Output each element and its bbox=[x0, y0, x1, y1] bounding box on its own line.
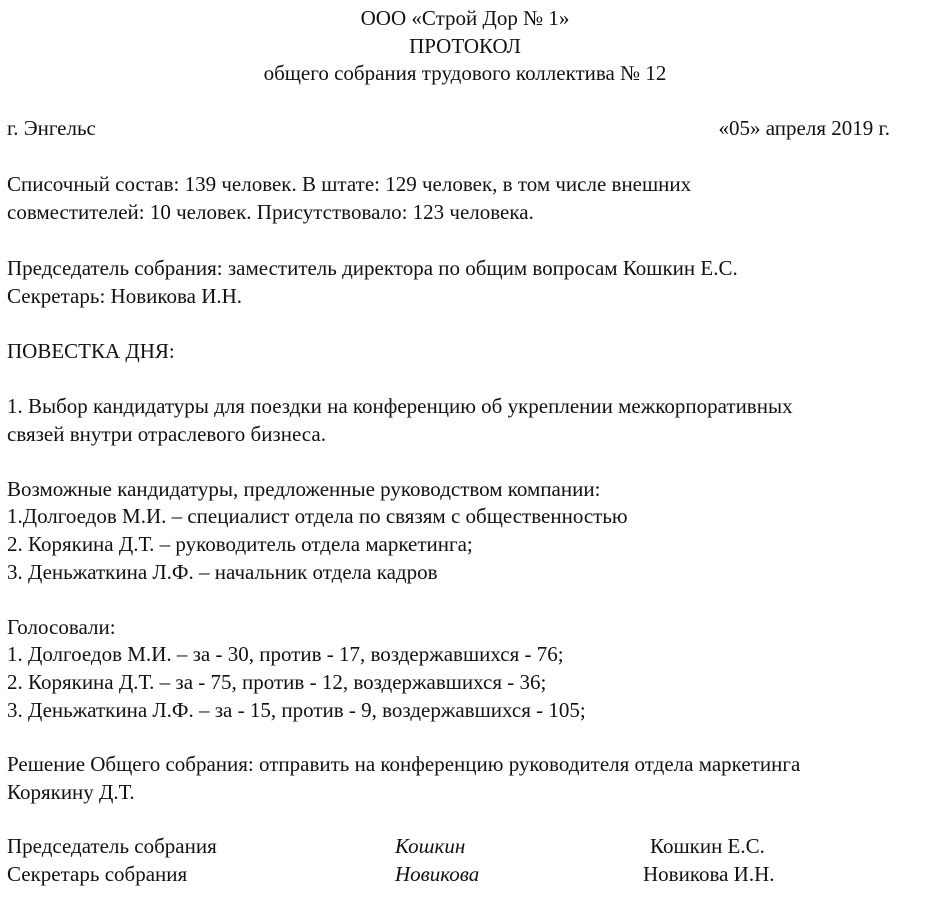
secretary-signature-name: Новикова И.Н. bbox=[643, 862, 775, 886]
organization-name: ООО «Строй Дор № 1» bbox=[360, 6, 570, 30]
chair-signature: Кошкин bbox=[395, 834, 466, 858]
decision-line-2: Корякину Д.Т. bbox=[7, 780, 135, 804]
secretary-signature-role: Секретарь собрания bbox=[7, 862, 188, 886]
chairperson-line: Председатель собрания: заместитель директора по общим вопросам Кошкин Е.С. bbox=[7, 256, 738, 280]
chair-signature-role: Председатель собрания bbox=[7, 834, 217, 858]
voting-heading: Голосовали: bbox=[7, 615, 116, 639]
document-subtitle: общего собрания трудового коллектива № 12 bbox=[263, 61, 667, 85]
candidates-heading: Возможные кандидатуры, предложенные руководством компании: bbox=[7, 477, 601, 501]
agenda-heading: ПОВЕСТКА ДНЯ: bbox=[7, 339, 175, 363]
candidate-item: 1.Долгоедов М.И. – специалист отдела по связям с общественностью bbox=[7, 504, 628, 528]
document-type-heading: ПРОТОКОЛ bbox=[409, 34, 521, 58]
composition-line-1: Списочный состав: 139 человек. В штате: 129 человек, в том числе внешних bbox=[7, 172, 692, 196]
candidate-item: 3. Деньжаткина Л.Ф. – начальник отдела кадров bbox=[7, 560, 438, 584]
candidate-item: 2. Корякина Д.Т. – руководитель отдела маркетинга; bbox=[7, 532, 473, 556]
voting-item: 3. Деньжаткина Л.Ф. – за - 15, против - 9, воздержавшихся - 105; bbox=[7, 698, 586, 722]
agenda-item-line-2: связей внутри отраслевого бизнеса. bbox=[7, 422, 326, 446]
secretary-line: Секретарь: Новикова И.Н. bbox=[7, 284, 243, 308]
city: г. Энгельс bbox=[7, 116, 96, 140]
voting-item: 2. Корякина Д.Т. – за - 75, против - 12, воздержавшихся - 36; bbox=[7, 670, 547, 694]
document-date: «05» апреля 2019 г. bbox=[718, 116, 890, 140]
secretary-signature: Новикова bbox=[395, 862, 480, 886]
agenda-item-line-1: 1. Выбор кандидатуры для поездки на конференцию об укреплении межкорпоративных bbox=[7, 394, 793, 418]
chair-signature-name: Кошкин Е.С. bbox=[650, 834, 765, 858]
composition-line-2: совместителей: 10 человек. Присутствовало: 123 человека. bbox=[7, 200, 534, 224]
voting-item: 1. Долгоедов М.И. – за - 30, против - 17, воздержавшихся - 76; bbox=[7, 642, 564, 666]
decision-line-1: Решение Общего собрания: отправить на конференцию руководителя отдела маркетинга bbox=[7, 752, 801, 776]
